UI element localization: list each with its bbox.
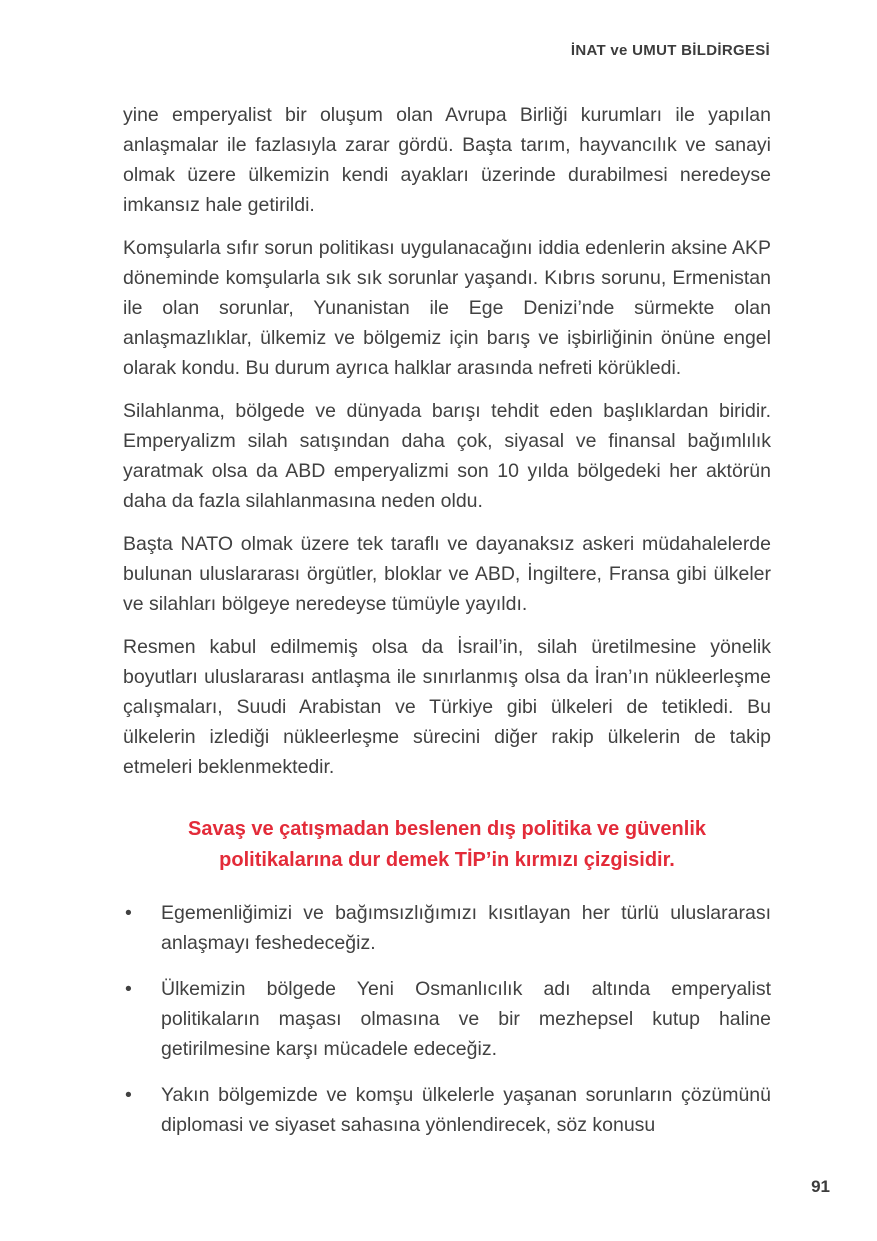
- bullet-text: Ülkemizin bölgede Yeni Osmanlıcılık adı altında emperyalist politikaların maşası olmasına ve bir mezhepsel kutup haline getirilmesine karşı mücadele edeceğiz.: [161, 978, 771, 1060]
- page-number: 91: [811, 1177, 830, 1196]
- paragraph: Resmen kabul edilmemiş olsa da İsrail’in, silah üretilmesine yönelik boyutları uluslararası antlaşma ile sınırlanmış olsa da İran’ın nükleerleşme çalışmaları, Suudi Arabistan ve Türkiye gibi ülkeleri de tetikledi. Bu ülkelerin izlediği nükleerleşme sürecini diğer rakip ülkelerin de takip etmeleri beklenmektedir.: [123, 636, 771, 778]
- list-item: [123, 898, 771, 958]
- paragraph: yine emperyalist bir oluşum olan Avrupa Birliği kurumları ile yapılan anlaşmalar ile fazlasıyla zarar gördü. Başta tarım, hayvancılık ve sanayi olmak üzere ülkemizin kendi ayakları üzerinde durabilmesi neredeyse imkansız hale getirildi.: [123, 104, 771, 216]
- list-item: [123, 1080, 771, 1140]
- header-title: İNAT ve UMUT BİLDİRGESİ: [570, 42, 770, 59]
- bullet-icon: •: [125, 978, 132, 1000]
- paragraph: Silahlanma, bölgede ve dünyada barışı tehdit eden başlıklardan biridir. Emperyalizm silah satışından daha çok, siyasal ve finansal bağımlılık yaratmak olsa da ABD emperyalizmi son 10 yılda bölgedeki her aktörün daha da fazla silahlanmasına neden oldu.: [123, 400, 771, 512]
- bullet-text: Egemenliğimizi ve bağımsızlığımızı kısıtlayan her türlü uluslararası anlaşmayı feshedeceğiz.: [161, 902, 771, 954]
- bullet-list: [123, 898, 771, 1140]
- bullet-icon: •: [125, 1084, 132, 1106]
- bullet-text: Yakın bölgemizde ve komşu ülkelerle yaşanan sorunların çözümünü diplomasi ve siyaset sahasına yönlendirecek, söz konusu: [161, 1084, 771, 1136]
- page-header: [123, 42, 770, 60]
- highlight-heading: Savaş ve çatışmadan beslenen dış politika ve güvenlik politikalarına dur demek TİP’in kırmızı çizgisidir.: [187, 818, 706, 871]
- paragraph: Komşularla sıfır sorun politikası uygulanacağını iddia edenlerin aksine AKP döneminde komşularla sık sık sorunlar yaşandı. Kıbrıs sorunu, Ermenistan ile olan sorunlar, Yunanistan ile Ege Denizi’nde sürmekte olan anlaşmazlıklar, ülkemiz ve bölgemiz için barış ve işbirliğinin önüne engel olarak kondu. Bu durum ayrıca halklar arasında nefreti körükledi.: [123, 237, 771, 379]
- bullet-icon: •: [125, 902, 132, 924]
- page-content: [123, 100, 771, 1156]
- paragraph: Başta NATO olmak üzere tek taraflı ve dayanaksız askeri müdahalelerde bulunan uluslararası örgütler, bloklar ve ABD, İngiltere, Fransa gibi ülkeler ve silahları bölgeye neredeyse tümüyle yayıldı.: [123, 533, 771, 615]
- list-item: [123, 974, 771, 1064]
